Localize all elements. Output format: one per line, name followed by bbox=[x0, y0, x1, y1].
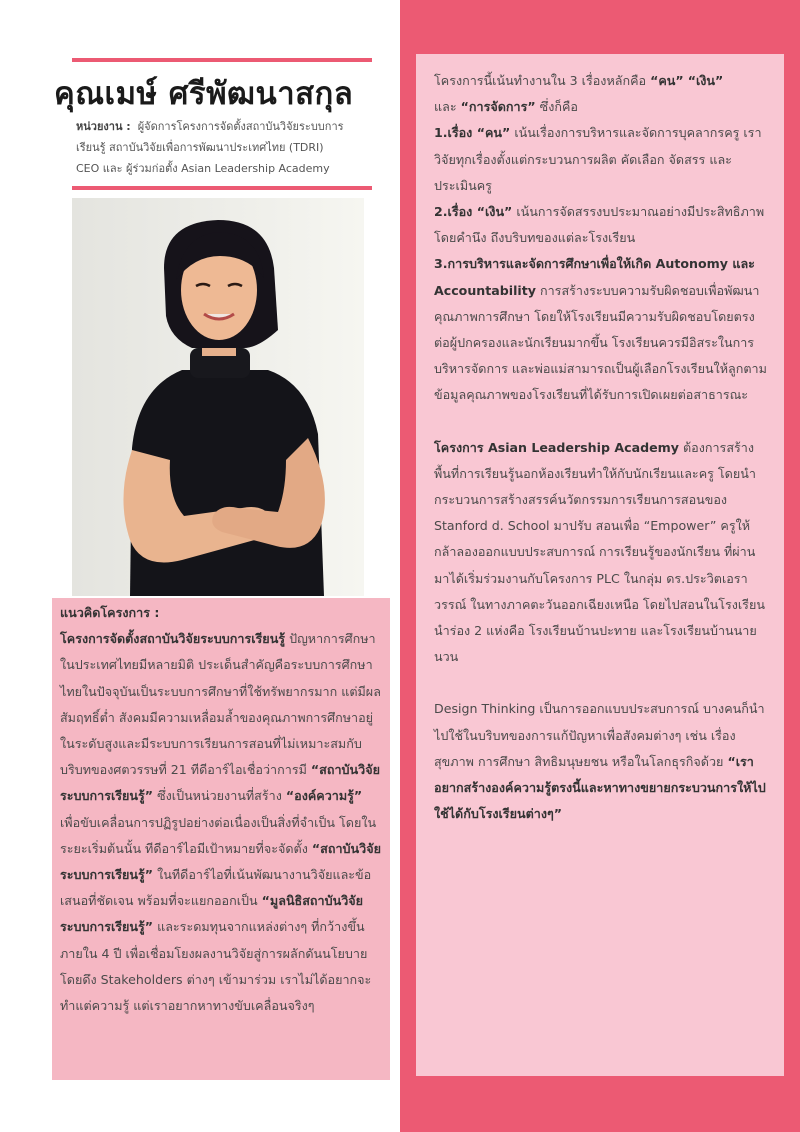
ala-paragraph: โครงการ Asian Leadership Academy ต้องการสร้างพื้นที่การเรียนรู้นอกห้องเรียนทำให้กับนักเรียนและครู โดยนำกระบวนการสร้างสรรค์นวัตกรรมการเรียนการสอนของ Stanford d. School มาปรับ สอนเพื่อ “Empower” ครูให้กล้าลองออกแบบประสบการณ์ การเรียนรู้ของนักเรียน ที่ผ่านมาได้เริ่มร่วมงานกับโครงการ PLC ในกลุ่ม ดร.ประวิตเอราวรรณ์ ในทางภาคตะวันออกเฉียงเหนือ โดยไปสอนในโรงเรียนนำร่อง 2 แห่งคือ โรงเรียนบ้านปะทาย และโรงเรียนบ้านนายนวน bbox=[434, 439, 765, 665]
portrait-illustration bbox=[72, 198, 364, 596]
header-rule-top bbox=[72, 58, 372, 62]
focus-item-people: 1.เรื่อง “คน” เน้นเรื่องการบริหารและจัดการบุคลากรครู เราวิจัยทุกเรื่องตั้งแต่กระบวนการผลิต คัดเลือก จัดสรร และประเมินครู bbox=[434, 125, 762, 193]
affiliation-line-3: CEO และ ผู้ร่วมก่อตั้ง Asian Leadership Academy bbox=[76, 162, 330, 175]
focus-item-money: 2.เรื่อง “เงิน” เน้นการจัดสรรงบประมาณอย่างมีประสิทธิภาพโดยคำนึง ถึงบริบทของแต่ละโรงเรียน bbox=[434, 204, 765, 246]
focus-intro: โครงการนี้เน้นทำงานใน 3 เรื่องหลักคือ “คน” “เงิน” และ “การจัดการ” ซึ่งก็คือ bbox=[434, 73, 724, 115]
portrait-photo bbox=[72, 198, 364, 596]
affiliation-block bbox=[76, 116, 376, 179]
profile-name: คุณเมษ์ ศรีพัฒนาสกุล bbox=[54, 76, 354, 112]
design-thinking-paragraph: Design Thinking เป็นการออกแบบประสบการณ์ บางคนก็นำไปใช้ในบริบทของการแก้ปัญหาเพื่อสังคมต่างๆ เช่น เรื่องสุขภาพ การศึกษา สิทธิมนุษยชน หรือในโลกธุรกิจด้วย “เราอยากสร้างองค์ความรู้ตรงนี้และหาทางขยายกระบวนการให้ไปใช้ได้กับโรงเรียนต่างๆ” bbox=[434, 701, 766, 822]
affiliation-line-2: เรียนรู้ สถาบันวิจัยเพื่อการพัฒนาประเทศไทย (TDRI) bbox=[76, 141, 324, 154]
affiliation-label: หน่วยงาน : bbox=[76, 120, 131, 133]
concept-section bbox=[52, 598, 390, 1080]
concept-paragraph: โครงการจัดตั้งสถาบันวิจัยระบบการเรียนรู้ ปัญหาการศึกษาในประเทศไทยมีหลายมิติ ประเด็นสำคัญคือระบบการศึกษาไทยในปัจจุบันเป็นระบบการศึกษาที่ใช้ทรัพยากรมาก แต่มีผลสัมฤทธิ์ต่ำ สังคมมีความเหลื่อมล้ำของคุณภาพการศึกษาอยู่ในระดับสูงและมีระบบการเรียนการสอนที่ไม่เหมาะสมกับบริบทของศตวรรษที่ 21 ทีดีอาร์ไอเชื่อว่าการมี “สถาบันวิจัยระบบการเรียนรู้” ซึ่งเป็นหน่วยงานที่สร้าง “องค์ความรู้” เพื่อขับเคลื่อนการปฏิรูปอย่างต่อเนื่องเป็นสิ่งที่จำเป็น โดยในระยะเริ่มต้นนั้น ทีดีอาร์ไอมีเป้าหมายที่จะจัดตั้ง “สถาบันวิจัยระบบการเรียนรู้” ในทีดีอาร์ไอที่เน้นพัฒนางานวิจัยและข้อเสนอที่ชัดเจน พร้อมที่จะแยกออกเป็น “มูลนิธิสถาบันวิจัยระบบการเรียนรู้” และระดมทุนจากแหล่งต่างๆ ที่กว้างขึ้นภายใน 4 ปี เพื่อเชื่อมโยงผลงานวิจัยสู่การผลักดันนโยบาย โดยดึง Stakeholders ต่างๆ เข้ามาร่วม เราไม่ได้อยากจะทำแต่ความรู้ แต่เราอยากหาทางขับเคลื่อนจริงๆ bbox=[60, 631, 381, 1014]
header-rule-bottom bbox=[72, 186, 372, 190]
closing-quote: “เราอยากสร้างองค์ความรู้ตรงนี้และหาทางขยายกระบวนการให้ไปใช้ได้กับโรงเรียนต่างๆ” bbox=[434, 753, 766, 822]
affiliation-line-1: ผู้จัดการโครงการจัดตั้งสถาบันวิจัยระบบการ bbox=[137, 120, 344, 133]
focus-item-management: 3.การบริหารและจัดการศึกษาเพื่อให้เกิด Autonomy และ Accountability การสร้างระบบความรับผิดชอบเพื่อพัฒนาคุณภาพการศึกษา โดยให้โรงเรียนมีความรับผิดชอบโดยตรงต่อผู้ปกครองและนักเรียนมากขึ้น โรงเรียนควรมีอิสระในการบริหารจัดการ และพ่อแม่สามารถเป็นผู้เลือกโรงเรียนให้ลูกตามข้อมูลคุณภาพของโรงเรียนที่ได้รับการเปิดเผยต่อสาธารณะ bbox=[434, 256, 767, 403]
project-details-section bbox=[416, 54, 784, 1076]
concept-heading: แนวคิดโครงการ : bbox=[60, 605, 160, 620]
